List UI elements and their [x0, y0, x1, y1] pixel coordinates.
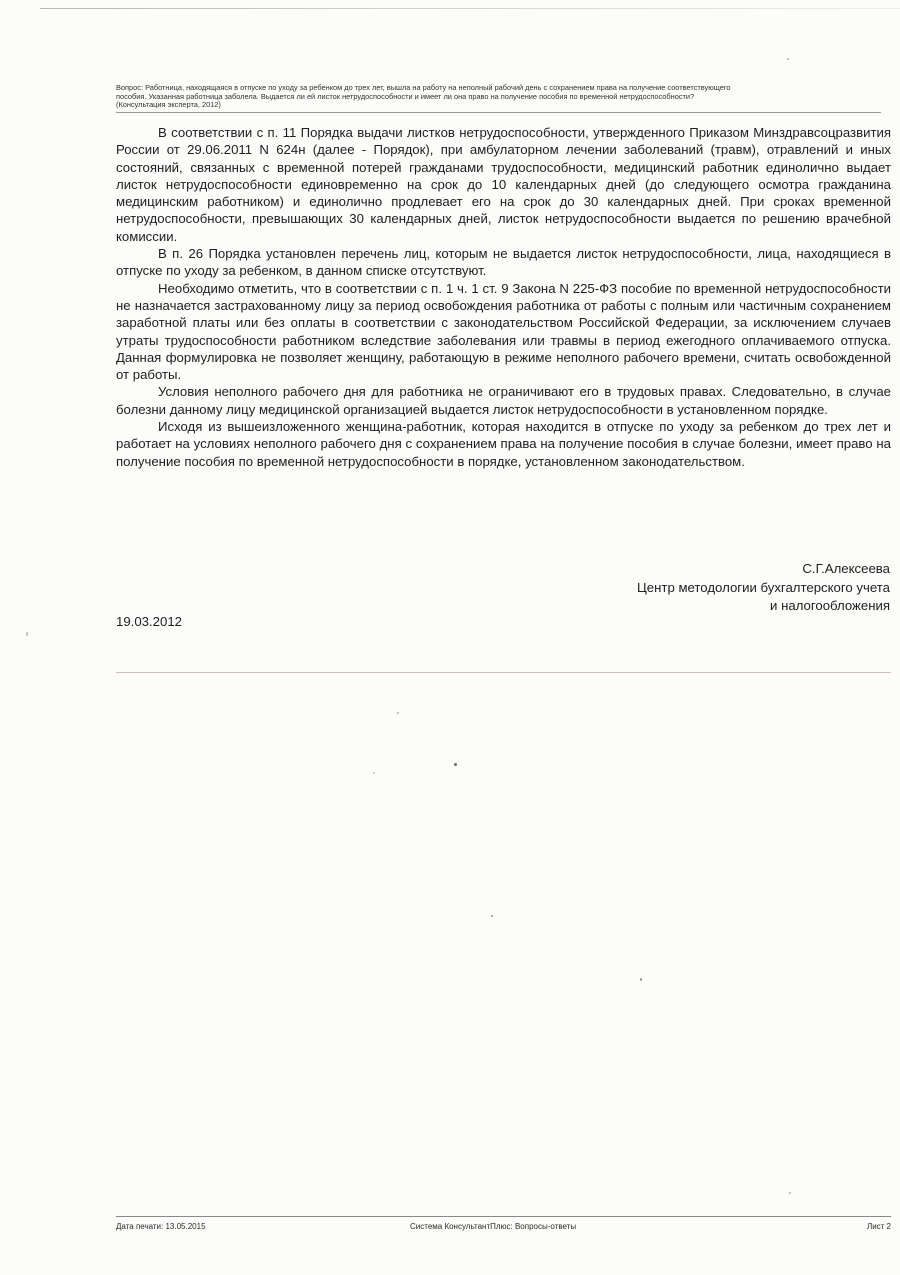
- system-name: Система КонсультантПлюс: Вопросы-ответы: [410, 1222, 577, 1231]
- author-organization-cont: и налогообложения: [770, 598, 890, 613]
- scan-speck: [640, 978, 642, 981]
- answer-body: [116, 124, 891, 470]
- paragraph: Исходя из вышеизложенного женщина-работник, которая находится в отпуске по уходу за ребенком до трех лет и работает на условиях неполного рабочего дня с сохранением права на получение пособия в случае болезни, имеет право на получение пособия по временной нетрудоспособности в порядке, установленном законодательством.: [116, 419, 891, 469]
- footer-divider: [116, 1216, 891, 1217]
- author-name: С.Г.Алексеева: [802, 561, 890, 576]
- paragraph: Условия неполного рабочего дня для работника не ограничивают его в трудовых правах. Следовательно, в случае болезни данному лицу медицинской организацией выдается листок нетрудоспособности в установленном порядке.: [116, 384, 891, 417]
- scan-speck: [454, 763, 457, 766]
- author-organization: Центр методологии бухгалтерского учета: [637, 579, 890, 595]
- sheet-number: Лист 2: [866, 1222, 891, 1231]
- question-line: Вопрос: Работница, находящаяся в отпуске по уходу за ребенком до трех лет, вышла на работу на неполный рабочий день с сохранением права на получение соответствующего: [116, 83, 731, 92]
- paragraph: Необходимо отметить, что в соответствии с п. 1 ч. 1 ст. 9 Закона N 225-ФЗ пособие по временной нетрудоспособности не назначается застрахованному лицу за период освобождения работника от работы с полным или частичным сохранением заработной платы или без оплаты в соответствии с законодательством Российской Федерации, за исключением случаев утраты трудоспособности работником вследствие заболевания или травмы в период ежегодного оплачиваемого отпуска. Данная формулировка не позволяет женщину, работающую в режиме неполного рабочего времени, считать освобожденной от работы.: [116, 280, 891, 383]
- page-top-edge: [40, 8, 900, 9]
- paragraph: В п. 26 Порядка установлен перечень лиц, которым не выдается листок нетрудоспособности, лица, находящиеся в отпуске по уходу за ребенком, в данном списке отсутствуют.: [116, 246, 891, 279]
- question-header: [116, 84, 881, 113]
- print-date: Дата печати: 13.05.2015: [116, 1222, 206, 1231]
- scan-speck: [789, 1192, 791, 1194]
- scan-speck: [787, 58, 789, 60]
- page-footer: [116, 1222, 891, 1236]
- question-line: пособия. Указанная работница заболела. Выдается ли ей листок нетрудоспособности и имеет ли она право на получение пособия по временной нетрудоспособности?: [116, 91, 695, 101]
- scan-speck: [491, 915, 493, 917]
- signature-block: [470, 560, 890, 616]
- scan-speck: [373, 772, 375, 774]
- question-source: (Консультация эксперта, 2012): [116, 100, 221, 110]
- scan-speck: [26, 632, 28, 636]
- section-divider: [116, 672, 891, 673]
- paragraph: В соответствии с п. 11 Порядка выдачи листков нетрудоспособности, утвержденного Приказом Минздравсоцразвития России от 29.06.2011 N 624н (далее - Порядок), при амбулаторном лечении заболеваний (травм), отравлений и иных состояний, связанных с временной потерей гражданами трудоспособности, медицинский работник единолично выдает листок нетрудоспособности единовременно на срок до 10 календарных дней (до следующего осмотра гражданина медицинским работником) и единолично продлевает его на срок до 30 календарных дней. При сроках временной нетрудоспособности, превышающих 30 календарных дней, листок нетрудоспособности выдается по решению врачебной комиссии.: [116, 125, 891, 244]
- scan-speck: [397, 712, 399, 714]
- document-date: 19.03.2012: [116, 614, 183, 629]
